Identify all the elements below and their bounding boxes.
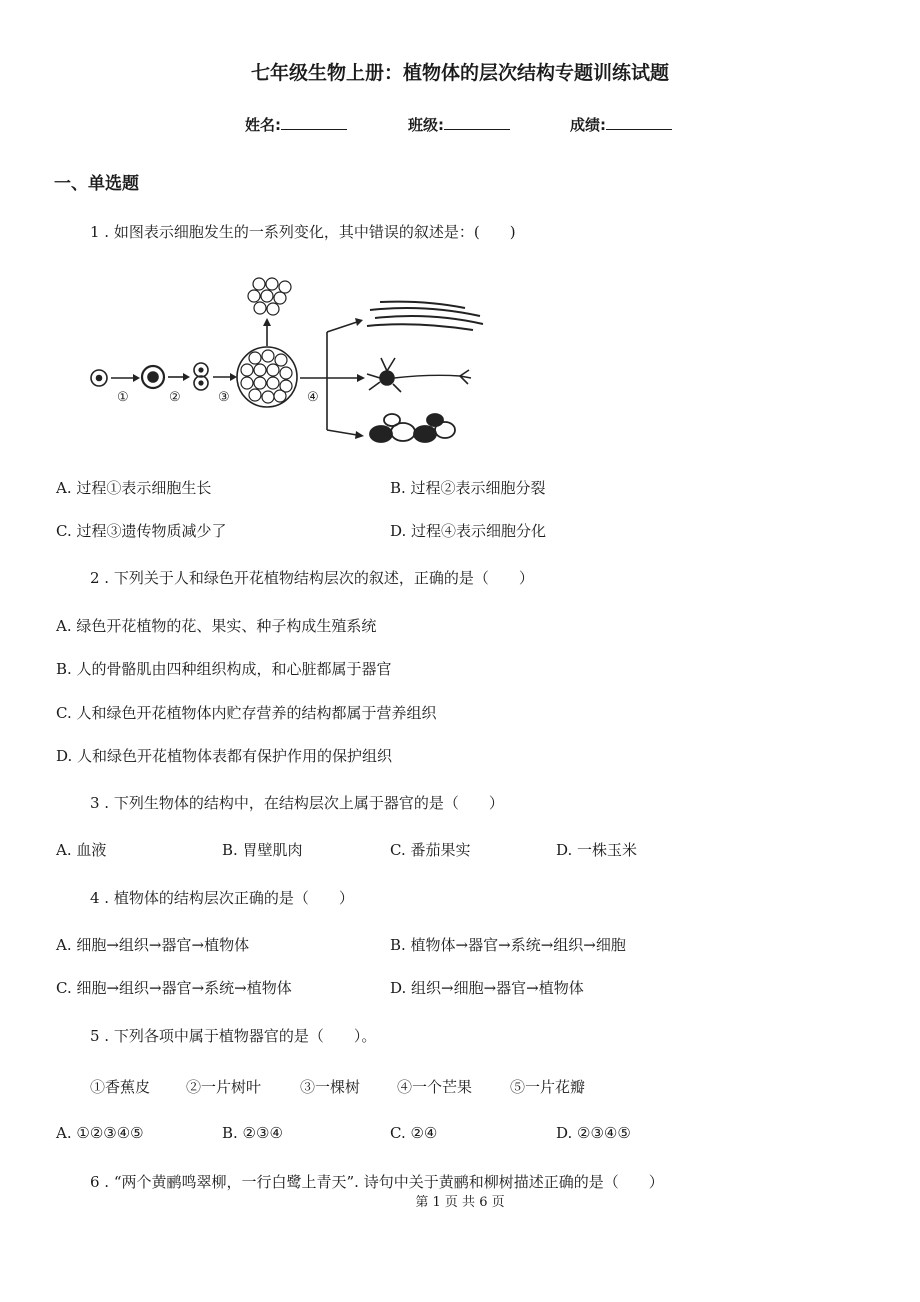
q5-item-4: ④一个芒果 [397, 1078, 473, 1096]
class-blank[interactable] [444, 115, 510, 130]
class-field [408, 114, 510, 135]
blob-tissue [370, 414, 455, 442]
cell-change-figure [85, 270, 495, 450]
q1-option-c[interactable]: C. 过程③遗传物质减少了 [56, 522, 227, 540]
q1-option-a[interactable]: A. 过程①表示细胞生长 [56, 479, 212, 497]
name-blank[interactable] [281, 115, 347, 130]
name-field [245, 114, 347, 135]
question-6-stem: 6 . “两个黄鹂鸣翠柳，一行白鹭上青天”. 诗句中关于黄鹂和柳树描述正确的是（ ） [90, 1173, 664, 1191]
q2-option-c[interactable]: C. 人和绿色开花植物体内贮存营养的结构都属于营养组织 [56, 704, 437, 722]
q5-option-d[interactable]: D. ②③④⑤ [556, 1124, 631, 1142]
grown-cell-nucleus [148, 372, 158, 382]
question-3-stem: 3 . 下列生物体的结构中，在结构层次上属于器官的是（ ） [90, 794, 504, 812]
q3-option-c[interactable]: C. 番茄果实 [390, 841, 471, 859]
q4-option-a[interactable]: A. 细胞→组织→器官→植物体 [56, 936, 250, 954]
q2-option-a[interactable]: A. 绿色开花植物的花、果实、种子构成生殖系统 [56, 617, 377, 635]
page-title: 七年级生物上册：植物体的层次结构专题训练试题 [250, 62, 669, 84]
figure-label-4: ④ [307, 390, 319, 405]
score-field [570, 114, 672, 135]
q2-option-d[interactable]: D. 人和绿色开花植物体表都有保护作用的保护组织 [56, 747, 393, 765]
q5-item-1: ①香蕉皮 [90, 1078, 151, 1096]
q5-item-5: ⑤一片花瓣 [510, 1078, 586, 1096]
score-label: 成绩: [570, 116, 606, 134]
question-5-stem: 5 . 下列各项中属于植物器官的是（ ）。 [90, 1027, 377, 1045]
q5-item-3: ③一棵树 [300, 1078, 361, 1096]
figure-label-1: ① [117, 390, 129, 405]
figure-label-2: ② [169, 390, 181, 405]
muscle-tissue [367, 302, 483, 330]
q5-option-a[interactable]: A. ①②③④⑤ [56, 1124, 144, 1142]
question-2-stem: 2 . 下列关于人和绿色开花植物结构层次的叙述，正确的是（ ） [90, 569, 534, 587]
small-cell-nucleus [97, 376, 102, 381]
score-blank[interactable] [606, 115, 672, 130]
q2-option-b[interactable]: B. 人的骨骼肌由四种组织构成，和心脏都属于器官 [56, 660, 392, 678]
question-4-stem: 4 . 植物体的结构层次正确的是（ ） [90, 889, 354, 907]
name-label: 姓名: [245, 116, 281, 134]
q4-option-b[interactable]: B. 植物体→器官→系统→组织→细胞 [390, 936, 626, 954]
q3-option-b[interactable]: B. 胃壁肌肉 [222, 841, 303, 859]
page-footer: 第 1 页 共 6 页 [415, 1195, 505, 1210]
nerve-cell [367, 358, 471, 392]
question-1-stem: 1 . 如图表示细胞发生的一系列变化，其中错误的叙述是：( ) [90, 223, 516, 241]
q5-option-c[interactable]: C. ②④ [390, 1124, 438, 1142]
figure-label-3: ③ [218, 390, 230, 405]
q3-option-a[interactable]: A. 血液 [56, 841, 107, 859]
q4-option-c[interactable]: C. 细胞→组织→器官→系统→植物体 [56, 979, 292, 997]
class-label: 班级: [408, 116, 444, 134]
q1-option-d[interactable]: D. 过程④表示细胞分化 [390, 522, 547, 540]
q4-option-d[interactable]: D. 组织→细胞→器官→植物体 [390, 979, 584, 997]
section-heading: 一、单选题 [54, 174, 139, 194]
q1-option-b[interactable]: B. 过程②表示细胞分裂 [390, 479, 546, 497]
q5-item-2: ②一片树叶 [186, 1078, 262, 1096]
upper-cell-cluster [248, 278, 291, 315]
q3-option-d[interactable]: D. 一株玉米 [556, 841, 638, 859]
q5-option-b[interactable]: B. ②③④ [222, 1124, 283, 1142]
